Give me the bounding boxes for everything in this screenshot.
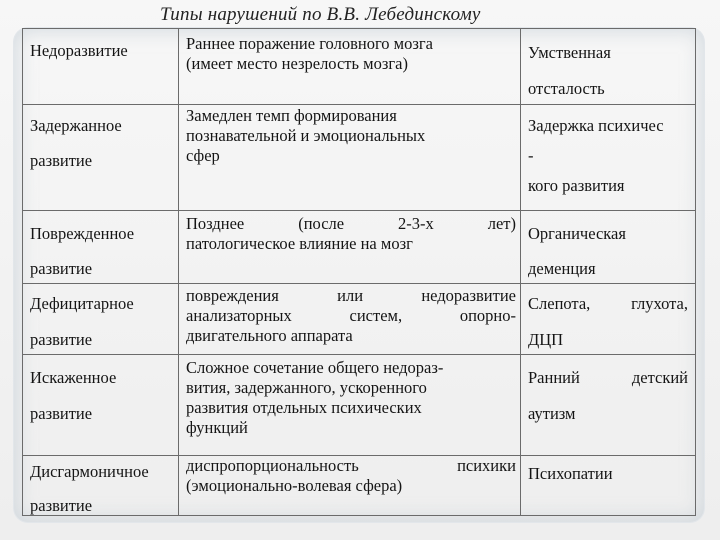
description-line: анализаторных систем, опорно-	[186, 306, 516, 325]
example-cell	[528, 366, 688, 426]
type-line: Дисгармоничное	[30, 462, 149, 481]
disorders-table	[22, 28, 696, 516]
type-line: Дефицитарное	[30, 294, 134, 313]
example-line: Органическая	[528, 224, 626, 243]
type-line: Поврежденное	[30, 224, 135, 243]
type-line: развитие	[30, 330, 93, 349]
example-line: Ранний детский	[528, 368, 688, 387]
table-rule	[22, 354, 696, 355]
type-cell	[30, 292, 134, 352]
example-cell	[528, 41, 611, 101]
description-line: познавательной и эмоциональных	[186, 126, 426, 145]
example-cell	[528, 292, 688, 352]
description-line: диспропорциональность психики	[186, 456, 516, 475]
example-cell	[528, 462, 613, 486]
description-line: патологическое влияние на мозг	[186, 234, 413, 253]
description-line: (имеет место незрелость мозга)	[186, 54, 408, 73]
description-cell	[186, 358, 443, 438]
example-line: Слепота, глухота,	[528, 294, 688, 313]
example-line: кого развития	[528, 176, 625, 195]
type-line: развитие	[30, 496, 93, 515]
description-line: Сложное сочетание общего недораз-	[186, 358, 444, 377]
type-line: Недоразвитие	[30, 41, 128, 60]
description-line: Раннее поражение головного мозга	[186, 34, 433, 53]
example-line: аутизм	[528, 404, 576, 423]
description-line: Позднее (после 2-3-х лет)	[186, 214, 517, 233]
example-line: Психопатии	[528, 464, 613, 483]
description-cell	[186, 106, 425, 166]
table-rule	[22, 210, 696, 211]
table-rule	[22, 283, 696, 284]
example-cell	[528, 222, 626, 281]
type-line: Искаженное	[30, 368, 117, 387]
description-line: функций	[186, 418, 248, 437]
example-cell	[528, 114, 664, 198]
type-line: Задержанное	[30, 116, 122, 135]
description-line: повреждения или недоразвитие	[186, 286, 517, 305]
description-cell	[186, 214, 516, 254]
type-cell	[30, 39, 128, 63]
table-rule	[178, 28, 179, 516]
type-line: развитие	[30, 404, 93, 423]
type-line: развитие	[30, 259, 93, 278]
description-line: развития отдельных психических	[186, 398, 422, 417]
description-line: сфер	[186, 146, 220, 165]
example-line: Задержка психичес	[528, 116, 664, 135]
example-line: ДЦП	[528, 330, 564, 349]
description-cell	[186, 286, 516, 346]
example-line: -	[528, 146, 534, 165]
type-cell	[30, 460, 149, 518]
description-cell	[186, 34, 433, 74]
table-rule	[22, 28, 696, 29]
description-cell	[186, 456, 516, 496]
description-line: (эмоционально-волевая сфера)	[186, 476, 403, 495]
example-line: Умственная	[528, 43, 611, 62]
type-cell	[30, 114, 122, 173]
type-line: развитие	[30, 151, 93, 170]
table-rule	[695, 28, 696, 516]
description-line: Замедлен темп формирования	[186, 106, 397, 125]
description-line: двигательного аппарата	[186, 326, 353, 345]
table-rule	[22, 28, 23, 516]
page-title: Типы нарушений по В.В. Лебединскому	[160, 4, 481, 25]
type-cell	[30, 222, 134, 281]
example-line: отсталость	[528, 79, 605, 98]
table-rule	[520, 28, 521, 516]
table-rule	[22, 104, 696, 105]
type-cell	[30, 366, 116, 426]
description-line: вития, задержанного, ускоренного	[186, 378, 427, 397]
example-line: деменция	[528, 259, 596, 278]
